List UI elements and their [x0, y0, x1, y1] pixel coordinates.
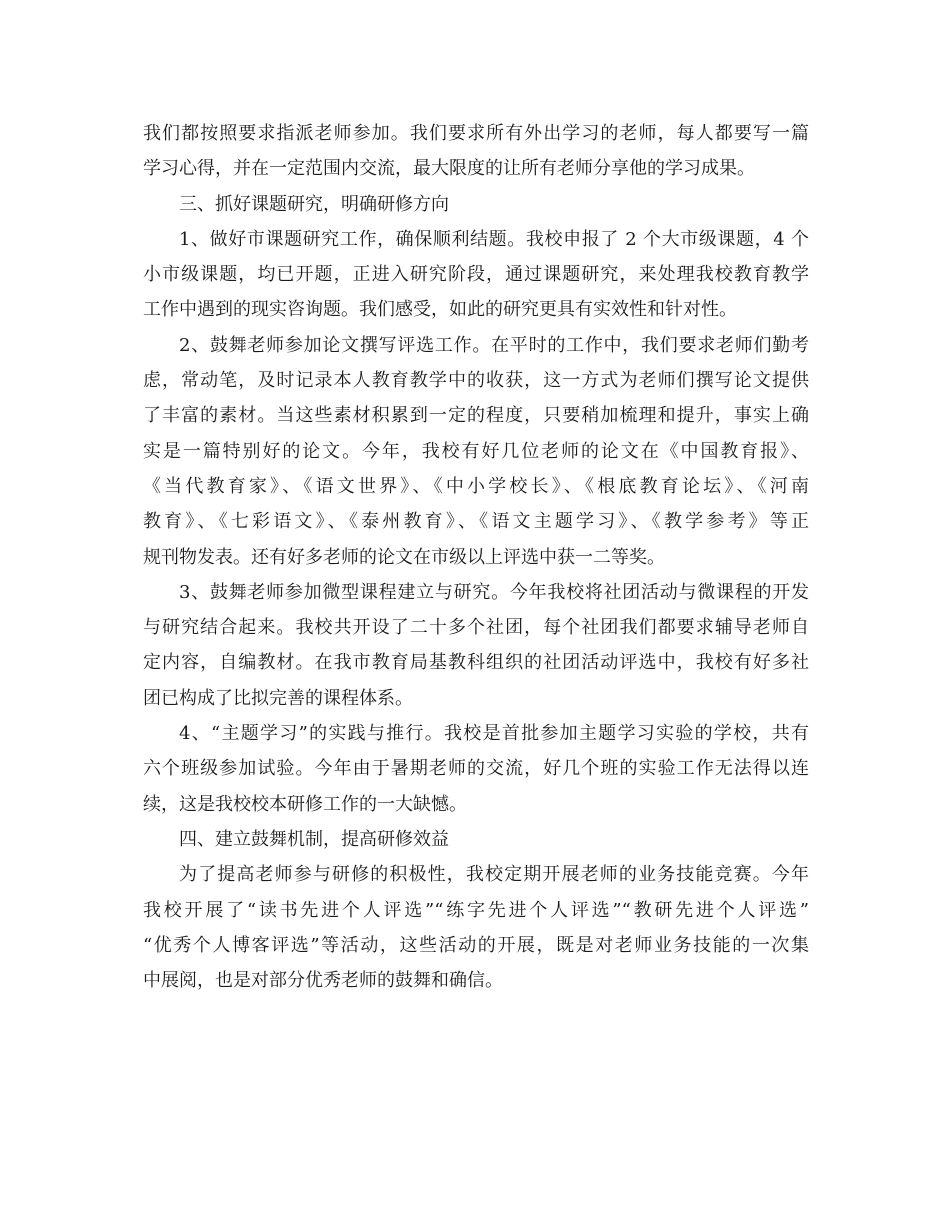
text-line: 中展阅，也是对部分优秀老师的鼓舞和确信。 [143, 970, 503, 992]
document-body [143, 116, 809, 998]
text-line: 工作中遇到的现实咨询题。我们感受，如此的研究更具有实效性和针对性。 [143, 299, 737, 321]
text-line: “优秀个人博客评选”等活动，这些活动的开展，既是对老师业务技能的一次集 [143, 934, 809, 956]
text-line: 小市级课题，均已开题，正进入研究阶段，通过课题研究，来处理我校教育教学 [143, 264, 809, 286]
text-line: 《当代教育家》、《语文世界》、《中小学校长》、《根底教育论坛》、《河南 [143, 475, 809, 497]
text-line: 规刊物发表。还有好多老师的论文在市级以上评选中获一二等奖。 [143, 546, 665, 568]
text-line: 为了提高老师参与研修的积极性，我校定期开展老师的业务技能竞赛。今年 [179, 864, 809, 886]
text-line: 2、鼓舞老师参加论文撰写评选工作。在平时的工作中，我们要求老师们勤考 [179, 334, 809, 356]
text-line: 实是一篇特别好的论文。今年，我校有好几位老师的论文在《中国教育报》、 [143, 440, 809, 462]
text-line: 学习心得，并在一定范围内交流，最大限度的让所有老师分享他的学习成果。 [143, 158, 755, 180]
text-line: 我校开展了“读书先进个人评选”“练字先进个人评选”“教研先进个人评选” [143, 899, 809, 921]
text-line: 4、“主题学习”的实践与推行。我校是首批参加主题学习实验的学校，共有 [179, 723, 809, 745]
text-line: 四、建立鼓舞机制，提高研修效益 [179, 828, 449, 850]
text-line: 3、鼓舞老师参加微型课程建立与研究。今年我校将社团活动与微课程的开发 [179, 581, 809, 603]
text-line: 三、抓好课题研究，明确研修方向 [179, 193, 449, 215]
text-line: 定内容，自编教材。在我市教育局基教科组织的社团活动评选中，我校有好多社 [143, 652, 809, 674]
text-line: 团已构成了比拟完善的课程体系。 [143, 687, 413, 709]
text-line: 六个班级参加试验。今年由于暑期老师的交流，好几个班的实验工作无法得以连 [143, 758, 809, 780]
text-line: 教育》、《七彩语文》、《泰州教育》、《语文主题学习》、《教学参考》等正 [143, 511, 809, 533]
text-line: 虑，常动笔，及时记录本人教育教学中的收获，这一方式为老师们撰写论文提供 [143, 370, 809, 392]
text-line: 了丰富的素材。当这些素材积累到一定的程度，只要稍加梳理和提升，事实上确 [143, 405, 809, 427]
text-line: 与研究结合起来。我校共开设了二十多个社团，每个社团我们都要求辅导老师自 [143, 617, 809, 639]
text-line: 1、做好市课题研究工作，确保顺利结题。我校申报了 2 个大市级课题，4 个 [179, 228, 809, 250]
text-line: 我们都按照要求指派老师参加。我们要求所有外出学习的老师，每人都要写一篇 [143, 123, 809, 144]
text-line: 续，这是我校校本研修工作的一大缺憾。 [143, 793, 467, 815]
